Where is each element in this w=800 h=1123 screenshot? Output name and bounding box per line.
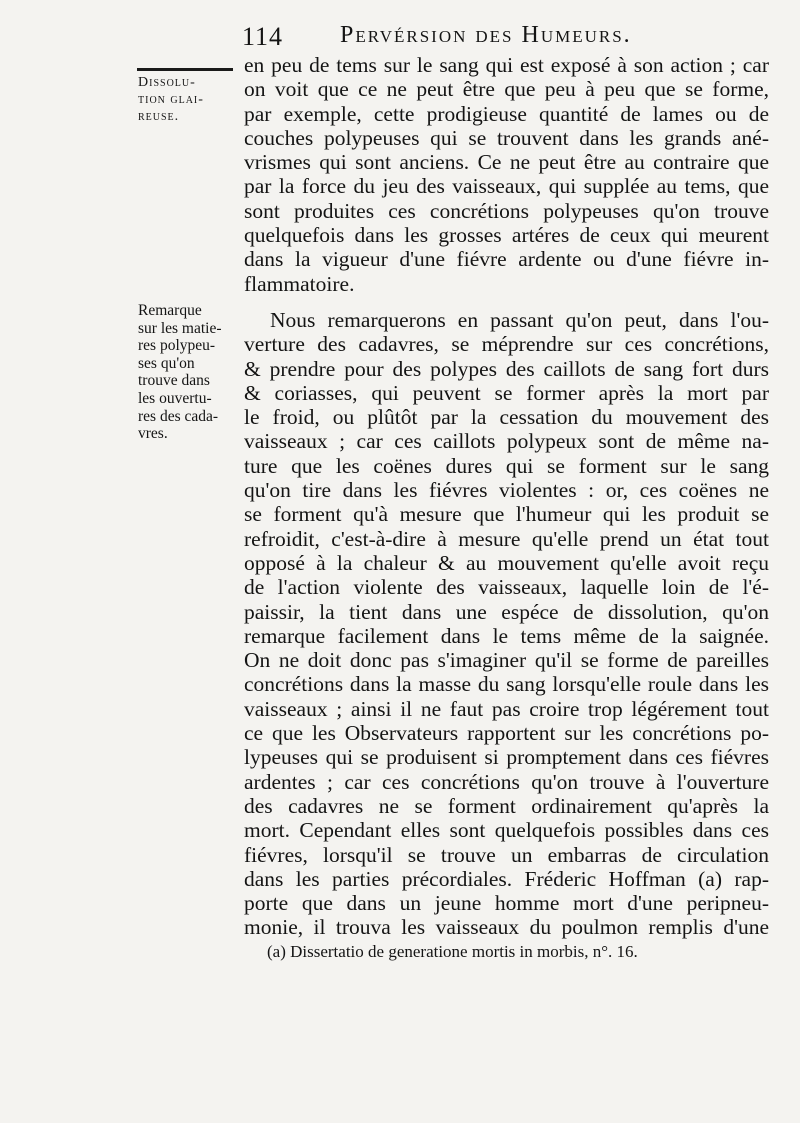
body-line: dans les parties précordiales. Fréderic Hoffman (a) rap- — [244, 866, 769, 891]
margin-note-line: res des cada- — [138, 407, 219, 425]
header-rule — [137, 68, 233, 71]
margin-note-line: sur les matie- — [138, 319, 222, 337]
body-line: on voit que ce ne peut être que peu à peu que se forme, — [244, 77, 769, 102]
margin-note-line: Remarque — [138, 302, 202, 319]
body-line: vaisseaux ; car ces caillots polypeux sont de même na- — [244, 429, 769, 454]
body-line: fiévres, lorsqu'il se trouve un embarras de circulation — [244, 842, 769, 867]
body-line: monie, il trouva les vaisseaux du poulmon remplis d'une — [244, 915, 769, 940]
margin-note-line: ses qu'on — [138, 354, 195, 372]
margin-note-remarque — [138, 302, 236, 443]
margin-note-line: vres. — [138, 425, 168, 443]
body-line: le froid, ou plûtôt par la cessation du mouvement des — [244, 405, 769, 430]
body-line: ce que les Observateurs rapportent sur les concrétions po- — [244, 721, 769, 746]
body-line: qu'on tire dans les fiévres violentes : or, ces coënes ne — [244, 478, 769, 503]
body-line: par la force du jeu des vaisseaux, qui supplée au tems, que — [244, 174, 769, 199]
body-line: quelquefois dans les grosses artéres de ceux qui meurent — [244, 223, 769, 248]
body-line: remarque facilement dans le tems même de la saignée. — [244, 623, 769, 648]
body-text — [244, 53, 769, 940]
running-head: Pervérsion des Humeurs. — [340, 22, 632, 48]
footnote: (a) Dissertatio de generatione mortis in morbis, n°. 16. — [267, 942, 638, 961]
body-line: refroidit, c'est-à-dire à mesure qu'elle prend un état tout — [244, 526, 769, 551]
body-line: Nous remarquerons en passant qu'on peut, dans l'ou- — [270, 307, 769, 332]
body-line: On ne doit donc pas s'imaginer qu'il se forme de pareilles — [244, 648, 769, 673]
body-line: paissir, la tient dans une espéce de dissolution, qu'on — [244, 599, 769, 624]
body-line: mort. Cependant elles sont quelquefois possibles dans ces — [244, 818, 769, 843]
body-line: vaisseaux ; ainsi il ne faut pas croire trop légérement tout — [244, 696, 769, 721]
margin-note-line: reuse. — [138, 109, 180, 124]
body-line: dans la vigueur d'une fiévre ardente ou d'une fiévre in- — [244, 247, 769, 272]
margin-note-line: tion glai- — [138, 92, 204, 107]
body-line: en peu de tems sur le sang qui est exposé à son action ; car — [244, 53, 769, 77]
body-line: flammatoire. — [244, 271, 355, 296]
body-line: couches polypeuses qui se trouvent dans les grands ané- — [244, 125, 769, 150]
body-line: & prendre pour des polypes des caillots de sang fort durs — [244, 356, 769, 381]
body-line: lypeuses qui se produisent si promptement dans ces fiévres — [244, 745, 769, 770]
page-header — [240, 20, 770, 54]
body-line: concrétions dans la masse du sang lorsqu'elle roule dans les — [244, 672, 769, 697]
body-line: & coriasses, qui peuvent se former après la mort par — [244, 380, 769, 405]
margin-note-line: res polypeu- — [138, 337, 216, 355]
body-line: ture que les coënes dures qui se forment sur le sang — [244, 453, 769, 478]
body-line: vrismes qui sont anciens. Ce ne peut être au contraire que — [244, 150, 769, 175]
margin-note-line: Dissolu- — [138, 75, 196, 90]
body-line: porte que dans un jeune homme mort d'une peripneu- — [244, 891, 769, 916]
body-line: se forment qu'à mesure que l'humeur qui les produit se — [244, 502, 769, 527]
page-number: 114 — [242, 22, 284, 51]
body-line: opposé à la chaleur & au mouvement qu'elle avoit reçu — [244, 550, 769, 575]
body-line: ardentes ; car ces concrétions qu'on trouve à l'ouverture — [244, 769, 769, 794]
body-line: des cadavres ne se forment ordinairement qu'après la — [244, 793, 769, 818]
margin-note-line: trouve dans — [138, 372, 210, 390]
body-line: par exemple, cette prodigieuse quantité de lames ou de — [244, 101, 769, 126]
margin-note-dissolution — [138, 74, 236, 125]
body-line: de l'action violente des vaisseaux, laquelle loin de l'é- — [244, 575, 769, 600]
body-line: verture des cadavres, se méprendre sur ces concrétions, — [244, 332, 769, 357]
margin-note-line: les ouvertu- — [138, 389, 212, 407]
body-line: sont produites ces concrétions polypeuses qu'on trouve — [244, 198, 769, 223]
